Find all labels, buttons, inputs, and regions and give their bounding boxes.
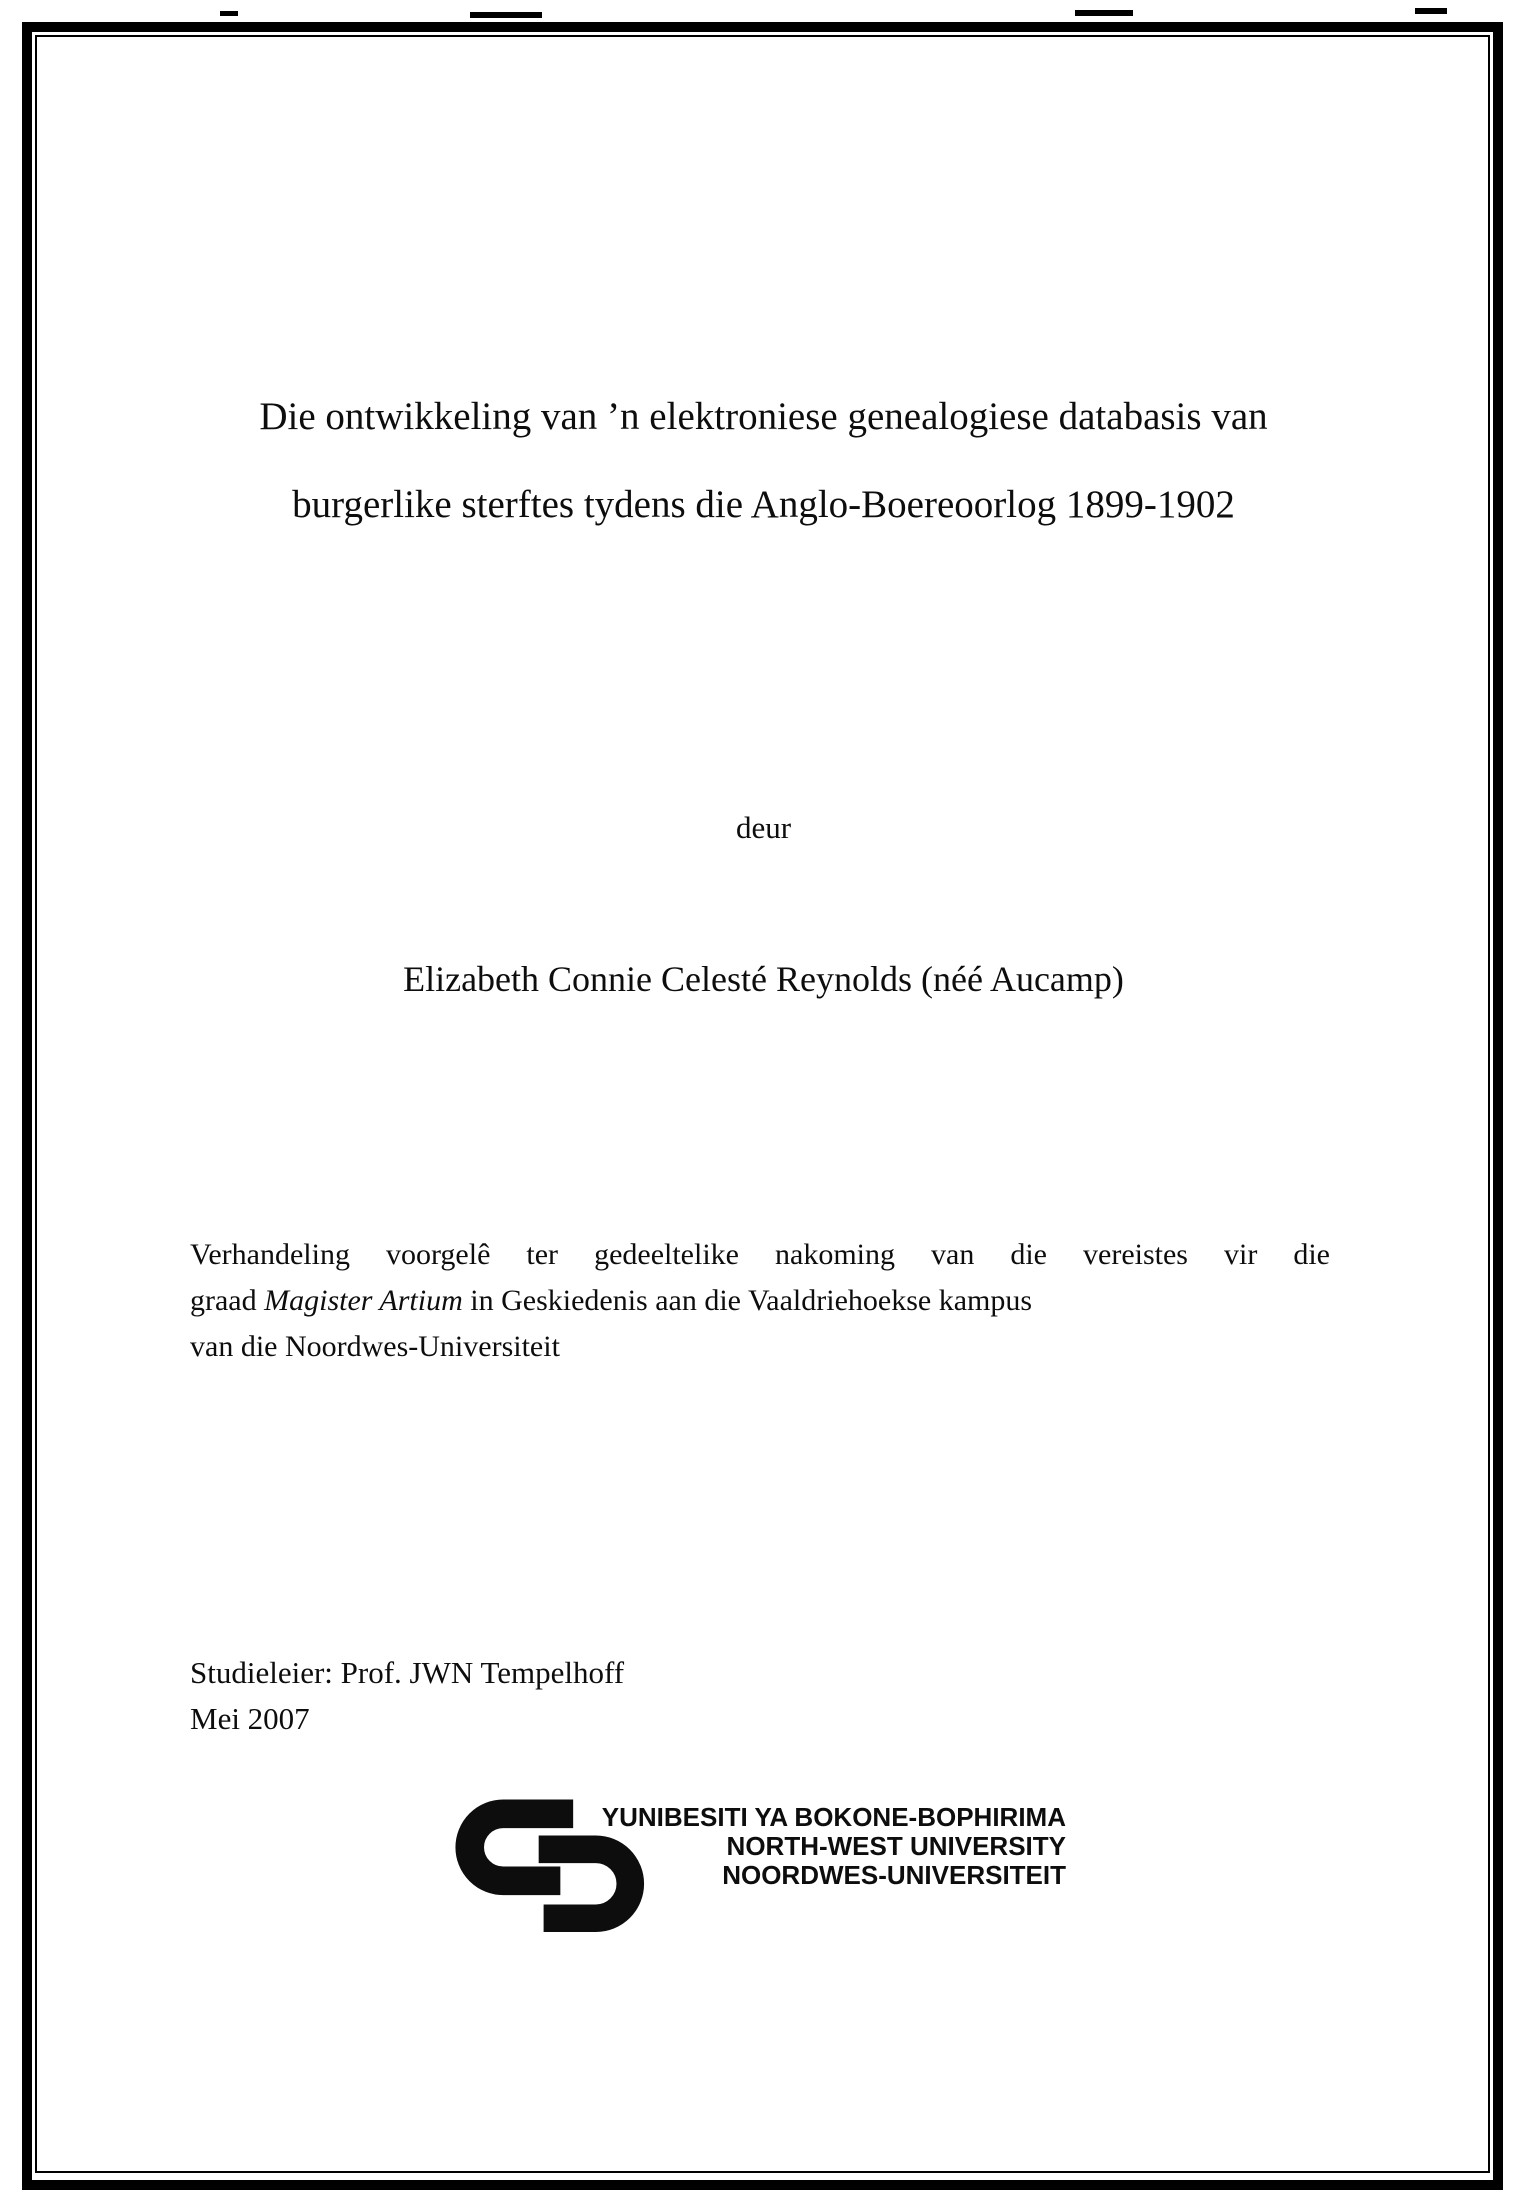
university-wordmark xyxy=(588,1803,1066,1890)
degree-statement-line-2-prefix: graad xyxy=(190,1284,265,1317)
degree-statement-line-3: van die Noordwes-Universiteit xyxy=(190,1330,560,1363)
thesis-title-line-2: burgerlike sterftes tydens die Anglo-Boereoorlog 1899-1902 xyxy=(292,483,1235,527)
degree-statement-line-2 xyxy=(190,1278,1330,1324)
scan-artifact xyxy=(1075,10,1133,16)
supervisor-block xyxy=(190,1650,624,1742)
degree-statement-line-2-suffix: in Geskiedenis aan die Vaaldriehoekse kampus xyxy=(462,1284,1033,1317)
university-name-afrikaans: NOORDWES-UNIVERSITEIT xyxy=(722,1860,1066,1890)
university-name-english: NORTH-WEST UNIVERSITY xyxy=(726,1831,1066,1861)
thesis-title-line-1: Die ontwikkeling van ’n elektroniese genealogiese databasis van xyxy=(259,395,1268,438)
byline-label: deur xyxy=(735,810,792,845)
author-name: Elizabeth Connie Celesté Reynolds (néé Aucamp) xyxy=(403,959,1124,999)
supervisor-line: Studieleier: Prof. JWN Tempelhoff xyxy=(190,1655,625,1690)
scan-artifact xyxy=(470,12,542,18)
degree-statement xyxy=(190,1232,1330,1370)
scan-artifact xyxy=(1415,8,1447,14)
degree-name: Magister Artium xyxy=(264,1284,463,1317)
degree-statement-line-1: Verhandeling voorgelê ter gedeeltelike nakoming van die vereistes vir die xyxy=(190,1238,1330,1271)
date-line: Mei 2007 xyxy=(190,1701,310,1736)
thesis-title xyxy=(130,394,1397,528)
university-name-setswana: YUNIBESITI YA BOKONE-BOPHIRIMA xyxy=(601,1802,1066,1832)
scan-artifact xyxy=(220,11,238,16)
